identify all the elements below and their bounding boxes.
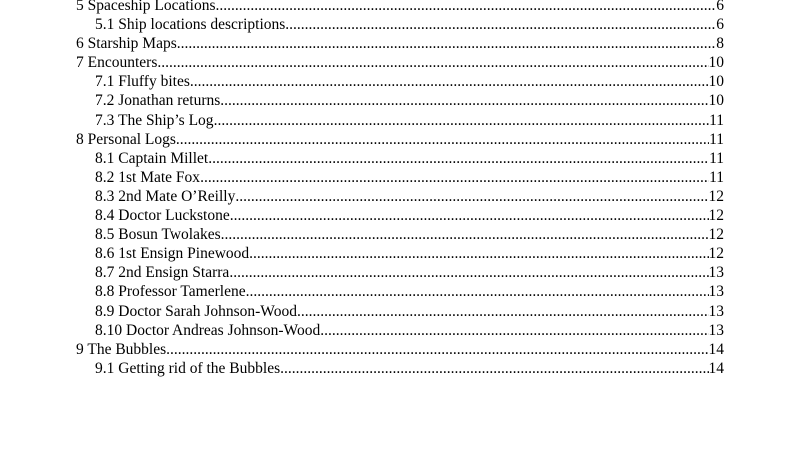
toc-dot-leader	[200, 168, 709, 187]
toc-subentry-link[interactable]	[76, 225, 724, 244]
toc-page-number: 12	[708, 245, 724, 263]
toc-page-number: 12	[708, 226, 724, 244]
toc-entry-title: 8.5 Bosun Twolakes	[95, 226, 221, 244]
toc-dot-leader	[229, 263, 708, 282]
toc-entry-title: 9.1 Getting rid of the Bubbles	[95, 359, 281, 377]
toc-entry-title: 8.10 Doctor Andreas Johnson-Wood	[95, 321, 321, 339]
toc-entry-title: 8.1 Captain Millet	[95, 149, 209, 167]
toc-dot-leader	[230, 206, 709, 225]
toc-page-number: 8	[716, 35, 724, 53]
toc-page-number: 13	[708, 302, 724, 320]
toc-dot-leader	[297, 302, 709, 321]
toc-subentry-link[interactable]	[76, 149, 724, 168]
toc-dot-leader	[280, 359, 708, 378]
toc-entry-title: 6 Starship Maps	[76, 35, 177, 53]
toc-entry-title: 8.2 1st Mate Fox	[95, 168, 201, 186]
toc-entry-title: 8.6 1st Ensign Pinewood	[95, 245, 250, 263]
toc-subentry-link[interactable]	[76, 187, 724, 206]
toc-entry-title: 5.1 Ship locations descriptions	[95, 16, 286, 34]
toc-page-number: 11	[709, 130, 724, 148]
toc-dot-leader	[285, 15, 716, 34]
toc-page-number: 11	[709, 168, 724, 186]
toc-page-number: 10	[708, 54, 724, 72]
toc-page-number: 6	[716, 16, 724, 34]
toc-subentry-link[interactable]	[76, 91, 724, 110]
toc-entry-title: 8 Personal Logs	[76, 130, 176, 148]
toc-page-number: 13	[708, 321, 724, 339]
toc-entry-link[interactable]	[76, 340, 724, 359]
toc-dot-leader	[208, 149, 709, 168]
toc-page-number: 10	[708, 73, 724, 91]
table-of-contents	[76, 0, 724, 378]
toc-entry-title: 8.3 2nd Mate O’Reilly	[95, 187, 236, 205]
toc-dot-leader	[166, 340, 708, 359]
toc-entry-title: 8.8 Professor Tamerlene	[95, 283, 246, 301]
toc-page-number: 11	[709, 149, 724, 167]
toc-subentry-link[interactable]	[76, 72, 724, 91]
toc-subentry-link[interactable]	[76, 282, 724, 301]
toc-page-number: 12	[708, 187, 724, 205]
toc-page-number: 14	[708, 359, 724, 377]
toc-subentry-link[interactable]	[76, 111, 724, 130]
toc-subentry-link[interactable]	[76, 302, 724, 321]
toc-entry-link[interactable]	[76, 0, 724, 15]
toc-page-number: 6	[716, 0, 724, 14]
toc-entry-title: 7.2 Jonathan returns	[95, 92, 221, 110]
toc-page-number: 13	[708, 283, 724, 301]
toc-dot-leader	[221, 225, 709, 244]
toc-subentry-link[interactable]	[76, 15, 724, 34]
toc-page-number: 10	[708, 92, 724, 110]
toc-dot-leader	[214, 111, 710, 130]
toc-dot-leader	[235, 187, 708, 206]
toc-subentry-link[interactable]	[76, 244, 724, 263]
toc-entry-title: 7.1 Fluffy bites	[95, 73, 190, 91]
toc-subentry-link[interactable]	[76, 359, 724, 378]
toc-page-number: 13	[708, 264, 724, 282]
toc-entry-title: 8.7 2nd Ensign Starra	[95, 264, 230, 282]
toc-subentry-link[interactable]	[76, 263, 724, 282]
toc-page-number: 14	[708, 340, 724, 358]
toc-entry-title: 5 Spaceship Locations	[76, 0, 216, 14]
toc-subentry-link[interactable]	[76, 206, 724, 225]
toc-page-number: 12	[708, 207, 724, 225]
toc-page-number: 11	[709, 111, 724, 129]
toc-dot-leader	[215, 0, 716, 15]
toc-dot-leader	[249, 244, 708, 263]
toc-dot-leader	[177, 34, 717, 53]
toc-entry-title: 8.9 Doctor Sarah Johnson-Wood	[95, 302, 297, 320]
toc-entry-title: 7.3 The Ship’s Log	[95, 111, 214, 129]
toc-dot-leader	[246, 282, 709, 301]
toc-subentry-link[interactable]	[76, 168, 724, 187]
toc-entry-title: 8.4 Doctor Luckstone	[95, 207, 230, 225]
toc-dot-leader	[157, 53, 708, 72]
toc-subentry-link[interactable]	[76, 321, 724, 340]
toc-entry-link[interactable]	[76, 130, 724, 149]
toc-entry-title: 7 Encounters	[76, 54, 158, 72]
toc-dot-leader	[320, 321, 708, 340]
toc-dot-leader	[220, 91, 708, 110]
toc-entry-link[interactable]	[76, 34, 724, 53]
toc-dot-leader	[190, 72, 709, 91]
toc-entry-title: 9 The Bubbles	[76, 340, 167, 358]
toc-entry-link[interactable]	[76, 53, 724, 72]
toc-dot-leader	[176, 130, 709, 149]
